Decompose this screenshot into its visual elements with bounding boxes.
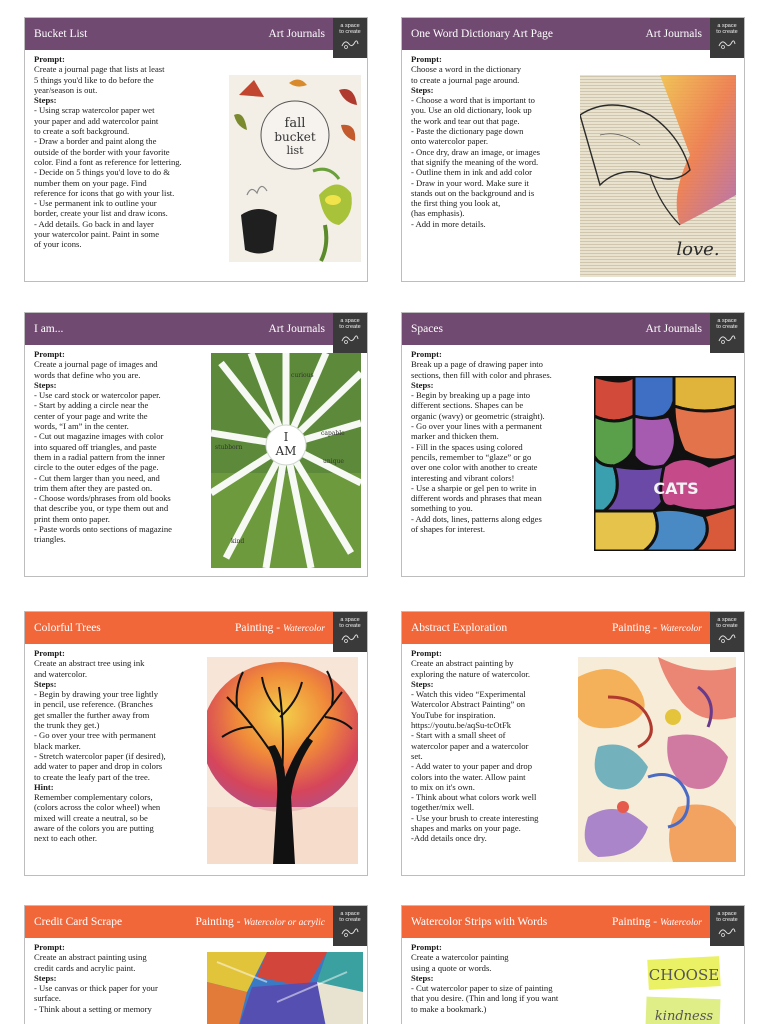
body-line: Create a watercolor painting — [411, 952, 509, 963]
brand-logo — [333, 612, 367, 652]
logo-text-1: a space — [717, 318, 737, 324]
body-line: - Choose a word that is important to — [411, 95, 535, 106]
brand-logo — [710, 612, 744, 652]
section-heading: Prompt: — [411, 648, 442, 658]
credit-card-artwork — [207, 952, 363, 1024]
body-line: you. Use an old dictionary, look up — [411, 105, 532, 116]
body-line: Remember complementary colors, — [34, 792, 153, 803]
body-line: the first thing you look at, — [411, 198, 501, 209]
body-line: Choose a word in the dictionary — [411, 64, 522, 75]
art-word-choose: CHOOSE — [648, 966, 720, 984]
i-am-artwork — [211, 353, 361, 568]
section-heading: Steps: — [411, 84, 434, 95]
art-word-list: list — [286, 144, 304, 157]
body-line: credit cards and acrylic paint. — [34, 962, 136, 973]
card-category: Art Journals — [268, 323, 325, 335]
card-credit-card-scrape — [24, 905, 368, 1024]
bucket-list-illustration — [229, 75, 361, 262]
category-sub: Watercolor or acrylic — [243, 918, 325, 928]
i-am-illustration — [211, 353, 361, 568]
body-line: (has emphasis). — [411, 208, 465, 219]
art-word-am: AM — [275, 444, 297, 458]
card-body — [34, 54, 182, 250]
swirl-icon — [340, 333, 360, 345]
swirl-icon — [340, 632, 360, 644]
art-word-bucket: bucket — [274, 130, 316, 144]
body-line: - Choose words/phrases from old books — [34, 493, 171, 504]
body-line: - Stretch watercolor paper (if desired), — [34, 750, 166, 761]
section-heading: Prompt: — [411, 942, 442, 952]
category-main: Painting — [235, 622, 274, 634]
logo-text-1: a space — [340, 911, 360, 917]
body-line: trim them after they are pasted on. — [34, 482, 153, 493]
strips-illustration — [640, 954, 730, 1024]
body-line: center of your page and write the — [34, 410, 148, 421]
body-line: circle to the outer edges of the page. — [34, 462, 159, 473]
bucket-list-artwork — [229, 75, 361, 262]
body-line: -Add details once dry. — [411, 833, 487, 844]
body-line: to make a bookmark.) — [411, 1003, 487, 1014]
body-line: - Cut them larger than you need, and — [34, 472, 160, 483]
body-line: the trunk they get.) — [34, 720, 100, 731]
swirl-icon — [340, 38, 360, 50]
logo-text-2: to create — [339, 917, 361, 923]
section-heading: Prompt: — [34, 942, 65, 952]
section-heading: Prompt: — [34, 648, 65, 658]
body-line: interesting and vibrant colors! — [411, 472, 515, 483]
body-line: that describe you, or type them out and — [34, 503, 169, 514]
body-line: - Begin by drawing your tree lightly — [34, 689, 159, 700]
swirl-icon — [717, 632, 737, 644]
body-line: Create a journal page of images and — [34, 359, 158, 370]
card-i-am — [24, 312, 368, 577]
logo-text-2: to create — [339, 623, 361, 629]
card-title: I am... — [34, 323, 64, 335]
body-line: set. — [411, 750, 423, 761]
art-word-i: I — [283, 430, 289, 444]
body-line: - Go over your lines with a permanent — [411, 421, 543, 432]
section-heading: Prompt: — [34, 54, 65, 64]
body-line: - Start by adding a circle near the — [34, 400, 149, 411]
body-line: them in a radial pattern from the inner — [34, 451, 166, 462]
body-line: aware of the colors you are putting — [34, 823, 154, 834]
body-line: that signify the meaning of the word. — [411, 156, 539, 167]
body-line: watercolor paper and a watercolor — [411, 740, 529, 751]
card-one-word-dictionary — [401, 17, 745, 282]
card-title: Abstract Exploration — [411, 622, 508, 634]
art-word-kindness: kindness — [654, 1009, 714, 1024]
brand-logo — [333, 18, 367, 58]
body-line: - Cut watercolor paper to size of painting — [411, 983, 553, 994]
logo-text-2: to create — [339, 324, 361, 330]
body-line: add water to paper and drop in colors — [34, 761, 163, 772]
card-body — [411, 349, 552, 534]
body-line: Break up a page of drawing paper into — [411, 359, 543, 370]
section-heading: Steps: — [34, 95, 57, 106]
card-category: Painting - Watercolor — [235, 622, 325, 634]
body-line: black marker. — [34, 740, 81, 751]
body-line: your paper and add watercolor paint — [34, 115, 159, 126]
body-line: - Begin by breaking up a page into — [411, 390, 531, 401]
art-word-unique: unique — [323, 458, 344, 465]
body-line: - Use your brush to create interesting — [411, 812, 539, 823]
swirl-icon — [717, 926, 737, 938]
body-line: words, “I am” in the center. — [34, 421, 129, 432]
body-line: Watercolor Abstract Painting” on — [411, 699, 526, 710]
body-line: - Outline them in ink and add color — [411, 167, 533, 178]
brand-logo — [710, 906, 744, 946]
card-header — [25, 313, 367, 345]
art-word-stubborn: stubborn — [215, 444, 243, 451]
swirl-icon — [717, 333, 737, 345]
art-word-curious: curious — [291, 372, 314, 379]
logo-text-2: to create — [716, 29, 738, 35]
category-main: Painting — [612, 916, 651, 928]
body-line: different sections. Shapes can be — [411, 400, 524, 411]
body-line: - Add details. Go back in and layer — [34, 218, 154, 229]
logo-text-2: to create — [339, 29, 361, 35]
body-line: outside of the border with your favorite — [34, 146, 170, 157]
card-category: Painting - Watercolor — [612, 916, 702, 928]
category-main: Painting — [195, 916, 234, 928]
body-line: - Use a sharpie or gel pen to write in — [411, 482, 537, 493]
body-line: Create an abstract painting by — [411, 658, 514, 669]
card-spaces — [401, 312, 745, 577]
brand-logo — [710, 18, 744, 58]
card-title: Spaces — [411, 323, 443, 335]
card-category: Art Journals — [268, 28, 325, 40]
card-header — [25, 18, 367, 50]
body-line: and watercolor. — [34, 668, 87, 679]
body-line: - Add dots, lines, patterns along edges — [411, 513, 542, 524]
logo-text-1: a space — [717, 617, 737, 623]
body-line: - Think about a setting or memory — [34, 1003, 152, 1014]
body-line: print them onto paper. — [34, 513, 110, 524]
body-line: the work and tear out that page. — [411, 115, 520, 126]
body-line: - Think about what colors work well — [411, 792, 537, 803]
card-body — [34, 648, 166, 844]
body-line: - Use card stock or watercolor paper. — [34, 390, 161, 401]
body-line: sections, then fill with color and phrases. — [411, 369, 552, 380]
brand-logo — [333, 906, 367, 946]
colorful-tree-artwork — [207, 657, 358, 864]
art-word-kind: kind — [231, 538, 245, 545]
body-line: in pencil, use reference. (Branches — [34, 699, 153, 710]
body-line: to create a journal page around. — [411, 74, 520, 85]
body-line: different words and phrases that mean — [411, 493, 542, 504]
body-line: color. Find a font as reference for lettering. — [34, 156, 182, 167]
logo-text-1: a space — [717, 23, 737, 29]
body-line: number them on your page. Find — [34, 177, 147, 188]
card-title: Watercolor Strips with Words — [411, 916, 548, 928]
card-body — [34, 942, 158, 1014]
section-heading: Prompt: — [411, 349, 442, 359]
body-line: your watercolor paint. Paint in some — [34, 229, 160, 240]
body-line: that you desire. (Thin and long if you want — [411, 993, 559, 1004]
body-line: - Watch this video “Experimental — [411, 689, 526, 700]
body-line: exploring the nature of watercolor. — [411, 668, 531, 679]
category-main: Painting — [612, 622, 651, 634]
body-line: - Fill in the spaces using colored — [411, 441, 523, 452]
card-title: Bucket List — [34, 28, 88, 40]
art-word-capable: capable — [321, 430, 345, 437]
brand-logo — [333, 313, 367, 353]
body-line: stands out on the background and is — [411, 187, 535, 198]
body-line: - Cut out magazine images with color — [34, 431, 164, 442]
body-line: pencils, remember to “glaze” or go — [411, 451, 532, 462]
section-heading: Steps: — [34, 379, 57, 390]
card-title: Credit Card Scrape — [34, 916, 123, 928]
body-line: of shapes for interest. — [411, 524, 485, 535]
card-title: Colorful Trees — [34, 622, 101, 634]
body-line: to create a soft background. — [34, 126, 130, 137]
art-word-cats: CATS — [653, 479, 699, 498]
body-line: - Use permanent ink to outline your — [34, 198, 157, 209]
body-line: together/mix well. — [411, 802, 475, 813]
spaces-artwork — [594, 376, 736, 551]
body-line: Create a journal page that lists at least — [34, 64, 165, 75]
body-line: get smaller the further away from — [34, 709, 150, 720]
logo-text-2: to create — [716, 917, 738, 923]
card-body — [411, 648, 538, 844]
body-line: border, create your list and draw icons. — [34, 208, 168, 219]
category-sub: Watercolor — [282, 624, 325, 634]
body-line: (colors across the color wheel) when — [34, 802, 161, 813]
body-line: triangles. — [34, 534, 66, 545]
body-line: into squared off triangles, and paste — [34, 441, 157, 452]
card-body — [411, 54, 540, 229]
card-header — [402, 612, 744, 644]
body-line: - Go over your tree with permanent — [34, 730, 156, 741]
logo-text-1: a space — [340, 318, 360, 324]
card-category: Art Journals — [645, 323, 702, 335]
swirl-icon — [717, 38, 737, 50]
body-line: mixed will create a neutral, so be — [34, 812, 148, 823]
logo-text-1: a space — [717, 911, 737, 917]
body-line: - Using scrap watercolor paper wet — [34, 105, 155, 116]
credit-card-illustration — [207, 952, 363, 1024]
body-line: marker and thicken them. — [411, 431, 499, 442]
card-abstract-exploration — [401, 611, 745, 876]
body-line: - Draw a border and paint along the — [34, 136, 157, 147]
body-line: - Use canvas or thick paper for your — [34, 983, 158, 994]
card-header — [402, 906, 744, 938]
body-line: year/season is out. — [34, 84, 98, 95]
body-line: YouTube for inspiration. — [411, 709, 496, 720]
body-line: Create an abstract tree using ink — [34, 658, 145, 669]
body-line: to mix on it's own. — [411, 781, 475, 792]
card-category: Art Journals — [645, 28, 702, 40]
art-word-love: love. — [676, 239, 720, 260]
card-category: Painting - Watercolor or acrylic — [195, 916, 325, 928]
body-line: Create an abstract painting using — [34, 952, 147, 963]
card-category: Painting - Watercolor — [612, 622, 702, 634]
body-line: - Paste words onto sections of magazine — [34, 524, 172, 535]
category-sub: Watercolor — [659, 624, 702, 634]
section-heading: Prompt: — [34, 349, 65, 359]
body-line: 5 things you'd like to do before the — [34, 74, 154, 85]
card-header — [402, 313, 744, 345]
art-word-fall: fall — [284, 116, 306, 131]
body-line: onto watercolor paper. — [411, 136, 489, 147]
card-watercolor-strips — [401, 905, 745, 1024]
logo-text-1: a space — [340, 23, 360, 29]
section-heading: Steps: — [411, 678, 434, 689]
card-body — [34, 349, 172, 545]
section-heading: Steps: — [34, 972, 57, 983]
logo-text-2: to create — [716, 623, 738, 629]
body-line: organic (wavy) or geometric (straight). — [411, 410, 545, 421]
watercolor-strips-artwork — [640, 954, 730, 1024]
card-header — [25, 906, 367, 938]
category-sub: Watercolor — [659, 918, 702, 928]
dictionary-artwork — [580, 75, 736, 277]
body-line: over one color with another to create — [411, 462, 538, 473]
body-line: colors into the water. Allow paint — [411, 771, 526, 782]
body-line: something to you. — [411, 503, 473, 514]
body-line: next to each other. — [34, 833, 97, 844]
swirl-icon — [340, 926, 360, 938]
spaces-illustration — [594, 376, 736, 551]
card-colorful-trees — [24, 611, 368, 876]
card-title: One Word Dictionary Art Page — [411, 28, 553, 40]
section-heading: Steps: — [34, 678, 57, 689]
abstract-artwork — [578, 657, 736, 862]
section-heading: Hint: — [34, 781, 54, 792]
section-heading: Steps: — [411, 972, 434, 983]
body-line: - Once dry, draw an image, or images — [411, 146, 541, 157]
card-bucket-list — [24, 17, 368, 282]
body-line: - Draw in your word. Make sure it — [411, 177, 529, 188]
body-line: - Paste the dictionary page down — [411, 126, 524, 137]
section-heading: Prompt: — [411, 54, 442, 64]
abstract-illustration — [578, 657, 736, 862]
body-line: shapes and marks on your page. — [411, 823, 521, 834]
body-line: - Decide on 5 things you'd love to do & — [34, 167, 170, 178]
body-line: - Add in more details. — [411, 218, 486, 229]
body-line: using a quote or words. — [411, 962, 492, 973]
dictionary-illustration — [580, 75, 736, 277]
section-heading: Steps: — [411, 379, 434, 390]
card-header — [25, 612, 367, 644]
brand-logo — [710, 313, 744, 353]
body-line: - Start with a small sheet of — [411, 730, 506, 741]
card-header — [402, 18, 744, 50]
body-line: words that define who you are. — [34, 369, 141, 380]
tree-illustration — [207, 657, 358, 864]
card-body — [411, 942, 558, 1014]
body-line: - Add water to your paper and drop — [411, 761, 532, 772]
body-line: surface. — [34, 993, 61, 1004]
body-line: https://youtu.be/aqSu-tcOtFk — [411, 720, 512, 731]
body-line: to create the leafy part of the tree. — [34, 771, 150, 782]
logo-text-1: a space — [340, 617, 360, 623]
body-line: of your icons. — [34, 239, 82, 250]
body-line: reference for icons that go with your list. — [34, 187, 175, 198]
logo-text-2: to create — [716, 324, 738, 330]
